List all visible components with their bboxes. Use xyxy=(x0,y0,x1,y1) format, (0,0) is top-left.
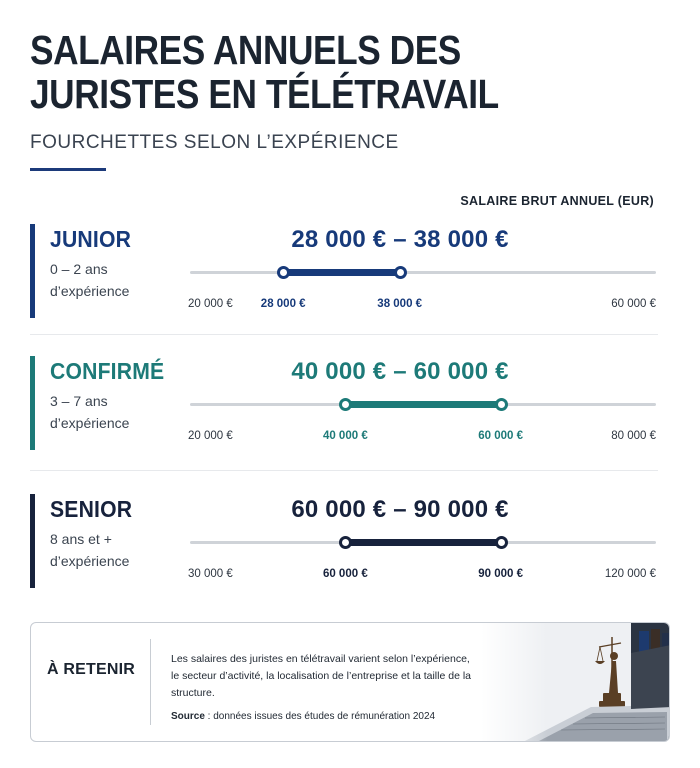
experience-line-1: 8 ans et + xyxy=(50,531,112,547)
experience-line-2: d’expérience xyxy=(50,283,130,299)
tier-divider xyxy=(30,470,658,471)
range-fill xyxy=(345,539,500,546)
range-fill xyxy=(283,269,400,276)
justice-statue-laptop-image xyxy=(481,623,670,742)
range-low-marker xyxy=(277,266,290,279)
range-high-marker xyxy=(394,266,407,279)
page-title: SALAIRES ANNUELS DES JURISTES EN TÉLÉTRAVAIL xyxy=(30,27,499,117)
tier-name: JUNIOR xyxy=(50,226,132,252)
range-high-marker xyxy=(495,398,508,411)
range-low-label: 28 000 € xyxy=(260,298,306,310)
scale-max-label: 60 000 € xyxy=(611,298,656,310)
experience-line-1: 3 – 7 ans xyxy=(50,393,108,409)
salary-range: 40 000 € – 60 000 € xyxy=(291,358,509,385)
tier-name: SENIOR xyxy=(50,496,133,522)
range-low-label: 40 000 € xyxy=(322,430,368,442)
source-note xyxy=(171,711,435,722)
takeaway-text xyxy=(171,651,501,702)
scale-min-label: 20 000 € xyxy=(188,430,233,442)
experience-line-1: 0 – 2 ans xyxy=(50,261,108,277)
tier-name: CONFIRMÉ xyxy=(50,358,165,384)
range-high-label: 60 000 € xyxy=(478,430,524,442)
range-low-marker xyxy=(339,398,352,411)
tier-experience xyxy=(50,390,170,434)
range-high-label: 38 000 € xyxy=(377,298,423,310)
range-low-marker xyxy=(339,536,352,549)
scale-max-label: 80 000 € xyxy=(611,430,656,442)
scale-min-label: 20 000 € xyxy=(188,298,233,310)
tier-experience xyxy=(50,528,170,572)
tier-junior xyxy=(0,224,700,334)
scale-max-label: 120 000 € xyxy=(604,568,656,580)
range-track xyxy=(190,403,656,406)
experience-line-2: d’expérience xyxy=(50,553,130,569)
tier-senior xyxy=(0,494,700,604)
title-underline xyxy=(30,168,106,171)
unit-label: SALAIRE BRUT ANNUEL (EUR) xyxy=(460,194,654,208)
range-high-marker xyxy=(495,536,508,549)
tier-accent-bar xyxy=(30,494,35,588)
tier-experience xyxy=(50,258,170,302)
range-track xyxy=(190,271,656,274)
range-low-label: 60 000 € xyxy=(322,568,368,580)
takeaway-heading: À RETENIR xyxy=(47,661,136,678)
scale-min-label: 30 000 € xyxy=(188,568,233,580)
tier-accent-bar xyxy=(30,356,35,450)
salary-range: 60 000 € – 90 000 € xyxy=(291,496,509,523)
tier-divider xyxy=(30,334,658,335)
page-subtitle: FOURCHETTES SELON L’EXPÉRIENCE xyxy=(30,132,399,153)
takeaway-divider xyxy=(150,639,151,725)
range-high-label: 90 000 € xyxy=(478,568,524,580)
range-track xyxy=(190,541,656,544)
source-label: Source xyxy=(171,711,205,722)
experience-line-2: d’expérience xyxy=(50,415,130,431)
source-text: : données issues des études de rémunération 2024 xyxy=(204,711,436,722)
range-fill xyxy=(345,401,500,408)
tier-accent-bar xyxy=(30,224,35,318)
takeaway-line-1: Les salaires des juristes en télétravail varient selon l’expérience, xyxy=(171,653,470,665)
tier-confirme xyxy=(0,356,700,466)
takeaway-box xyxy=(30,622,670,742)
salary-range: 28 000 € – 38 000 € xyxy=(291,226,509,253)
takeaway-line-2: le secteur d’activité, la localisation de l’entreprise et la taille de la structure. xyxy=(171,670,471,699)
